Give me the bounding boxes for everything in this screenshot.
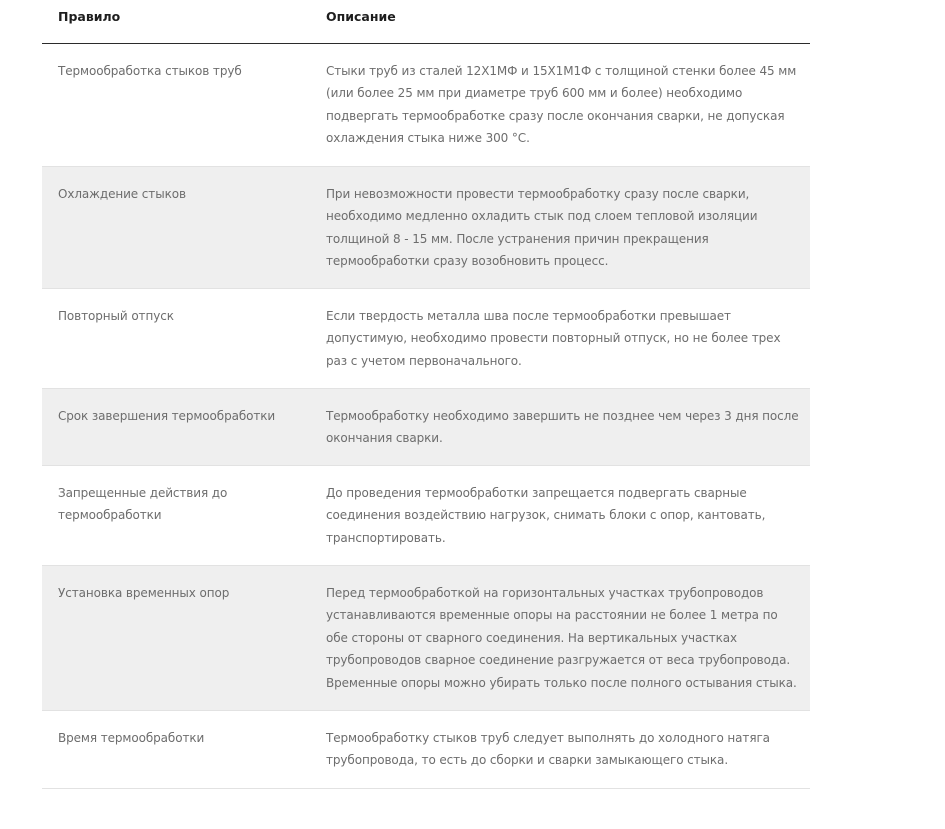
table-row	[42, 389, 810, 466]
rule-name: Запрещенные действия до термообработки	[58, 486, 228, 523]
rule-name: Охлаждение стыков	[58, 187, 186, 201]
rule-description: Перед термообработкой на горизонтальных участках трубопроводов устанавливаются временные опоры на расстоянии не более 1 метра по обе стороны от сварного соединения. На вертикальных участках трубопроводов сварное соединение разгружается от веса трубопровода. Временные опоры можно убирать только после полного остывания стыка.	[326, 586, 797, 690]
rule-name: Термообработка стыков труб	[58, 64, 242, 78]
header-rule: Правило	[58, 9, 121, 24]
rule-name: Время термообработки	[58, 731, 205, 745]
rule-description: Термообработку стыков труб следует выполнять до холодного натяга трубопровода, то есть до сборки и сварки замыкающего стыка.	[326, 731, 770, 768]
table-row	[42, 167, 810, 289]
rule-name: Установка временных опор	[58, 586, 230, 600]
table-row	[42, 289, 810, 389]
table-row	[42, 711, 810, 789]
rule-description: Термообработку необходимо завершить не позднее чем через 3 дня после окончания сварки.	[326, 409, 799, 446]
table-row	[42, 466, 810, 566]
table-row	[42, 44, 810, 167]
rule-name: Срок завершения термообработки	[58, 409, 276, 423]
rule-description: При невозможности провести термообработку сразу после сварки, необходимо медленно охладить стык под слоем тепловой изоляции толщиной 8 - 15 мм. После устранения причин прекращения термообработки сразу возобновить процесс.	[326, 187, 758, 269]
rule-description: До проведения термообработки запрещается подвергать сварные соединения воздействию нагрузок, снимать блоки с опор, кантовать, транспортировать.	[326, 486, 766, 545]
table-row	[42, 566, 810, 711]
rule-name: Повторный отпуск	[58, 309, 174, 323]
header-description: Описание	[326, 9, 396, 24]
rule-description: Стыки труб из сталей 12Х1МФ и 15Х1М1Ф с толщиной стенки более 45 мм (или более 25 мм при диаметре труб 600 мм и более) необходимо подвергать термообработке сразу после окончания сварки, не допуская охлаждения стыка ниже 300 °С.	[326, 64, 797, 146]
rules-table	[42, 0, 810, 789]
rule-description: Если твердость металла шва после термообработки превышает допустимую, необходимо провести повторный отпуск, но не более трех раз с учетом первоначального.	[326, 309, 781, 368]
table-header	[42, 0, 810, 44]
